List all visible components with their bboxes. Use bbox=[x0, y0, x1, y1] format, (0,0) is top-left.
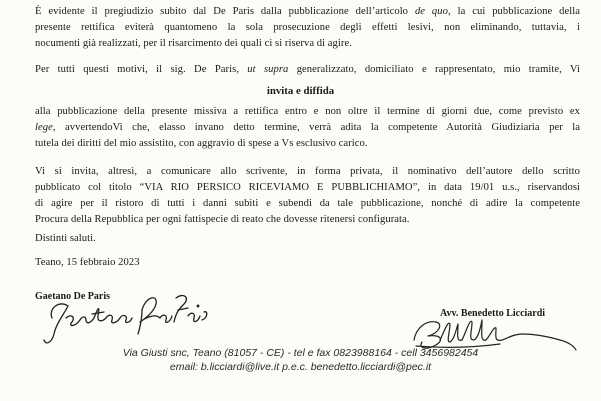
italic-text: de quo bbox=[414, 6, 448, 17]
italic-text: ut supra bbox=[247, 64, 289, 75]
paragraph-1-line-3: nocumenti già realizzati, per il risarcimento dei quali ci si riserva di agire. bbox=[35, 38, 352, 49]
paragraph-4-line-2: pubblicato col titolo “VIA RIO PERSICO RICEVIAMO E PUBBLICHIAMO”, in data 19/01 u.s., riservandosi bbox=[35, 182, 580, 193]
signature-left-image bbox=[38, 288, 213, 350]
paragraph-3-line-2 bbox=[35, 121, 580, 134]
paragraph-4-line-3: di agire per il ristoro di tutti i danni subiti e subendi da tale pubblicazione, nonché di adire la competente bbox=[35, 198, 580, 209]
signer-name-left: Gaetano De Paris bbox=[35, 291, 110, 302]
paragraph-1-line-2: presente rettifica eviterà quantomeno la sola prosecuzione degli effetti lesivi, non eliminando, tuttavia, i bbox=[35, 22, 580, 33]
footer-emails: email: b.licciardi@live.it p.e.c. benedetto.licciardi@pec.it bbox=[169, 361, 432, 373]
footer-address: Via Giusti snc, Teano (81057 - CE) - tel e fax 0823988164 - cell 3456982454 bbox=[122, 347, 479, 359]
heading-invita-e-diffida: invita e diffida bbox=[266, 85, 335, 97]
signer-name-right: Avv. Benedetto Licciardi bbox=[440, 308, 546, 319]
paragraph-4-line-1: Vi si invita, altresì, a comunicare allo scrivente, in forma privata, il nominativo dell’autore dello scritto bbox=[35, 166, 580, 177]
text: generalizzato, domiciliato e rappresentato, mio tramite, Vi bbox=[288, 64, 580, 75]
paragraph-3-line-3: tutela dei diritti del mio assistito, con aggravio di spese a Vs esclusivo carico. bbox=[35, 138, 368, 149]
text: È evidente il pregiudizio subito dal De Paris dalla pubblicazione dell’articolo bbox=[35, 6, 415, 17]
paragraph-2 bbox=[35, 63, 580, 76]
italic-text: lege bbox=[35, 122, 53, 133]
text: , avvertendoVi che, elasso invano detto termine, verrà adita la competente Autorità Giudiziaria per la bbox=[52, 122, 580, 133]
paragraph-3-line-1: alla pubblicazione della presente missiva a rettifica entro e non oltre il termine di giorni due, come previsto ex bbox=[35, 106, 580, 117]
paragraph-4-line-4: Procura della Repubblica per ogni fattispecie di reato che dovesse ritenersi configurata. bbox=[35, 214, 410, 225]
text: , la cui pubblicazione della bbox=[447, 6, 581, 17]
closing: Distinti saluti. bbox=[35, 233, 96, 244]
text: Per tutti questi motivi, il sig. De Paris, bbox=[35, 64, 248, 75]
place-date: Teano, 15 febbraio 2023 bbox=[35, 257, 140, 268]
paragraph-1-line-1 bbox=[35, 5, 580, 18]
